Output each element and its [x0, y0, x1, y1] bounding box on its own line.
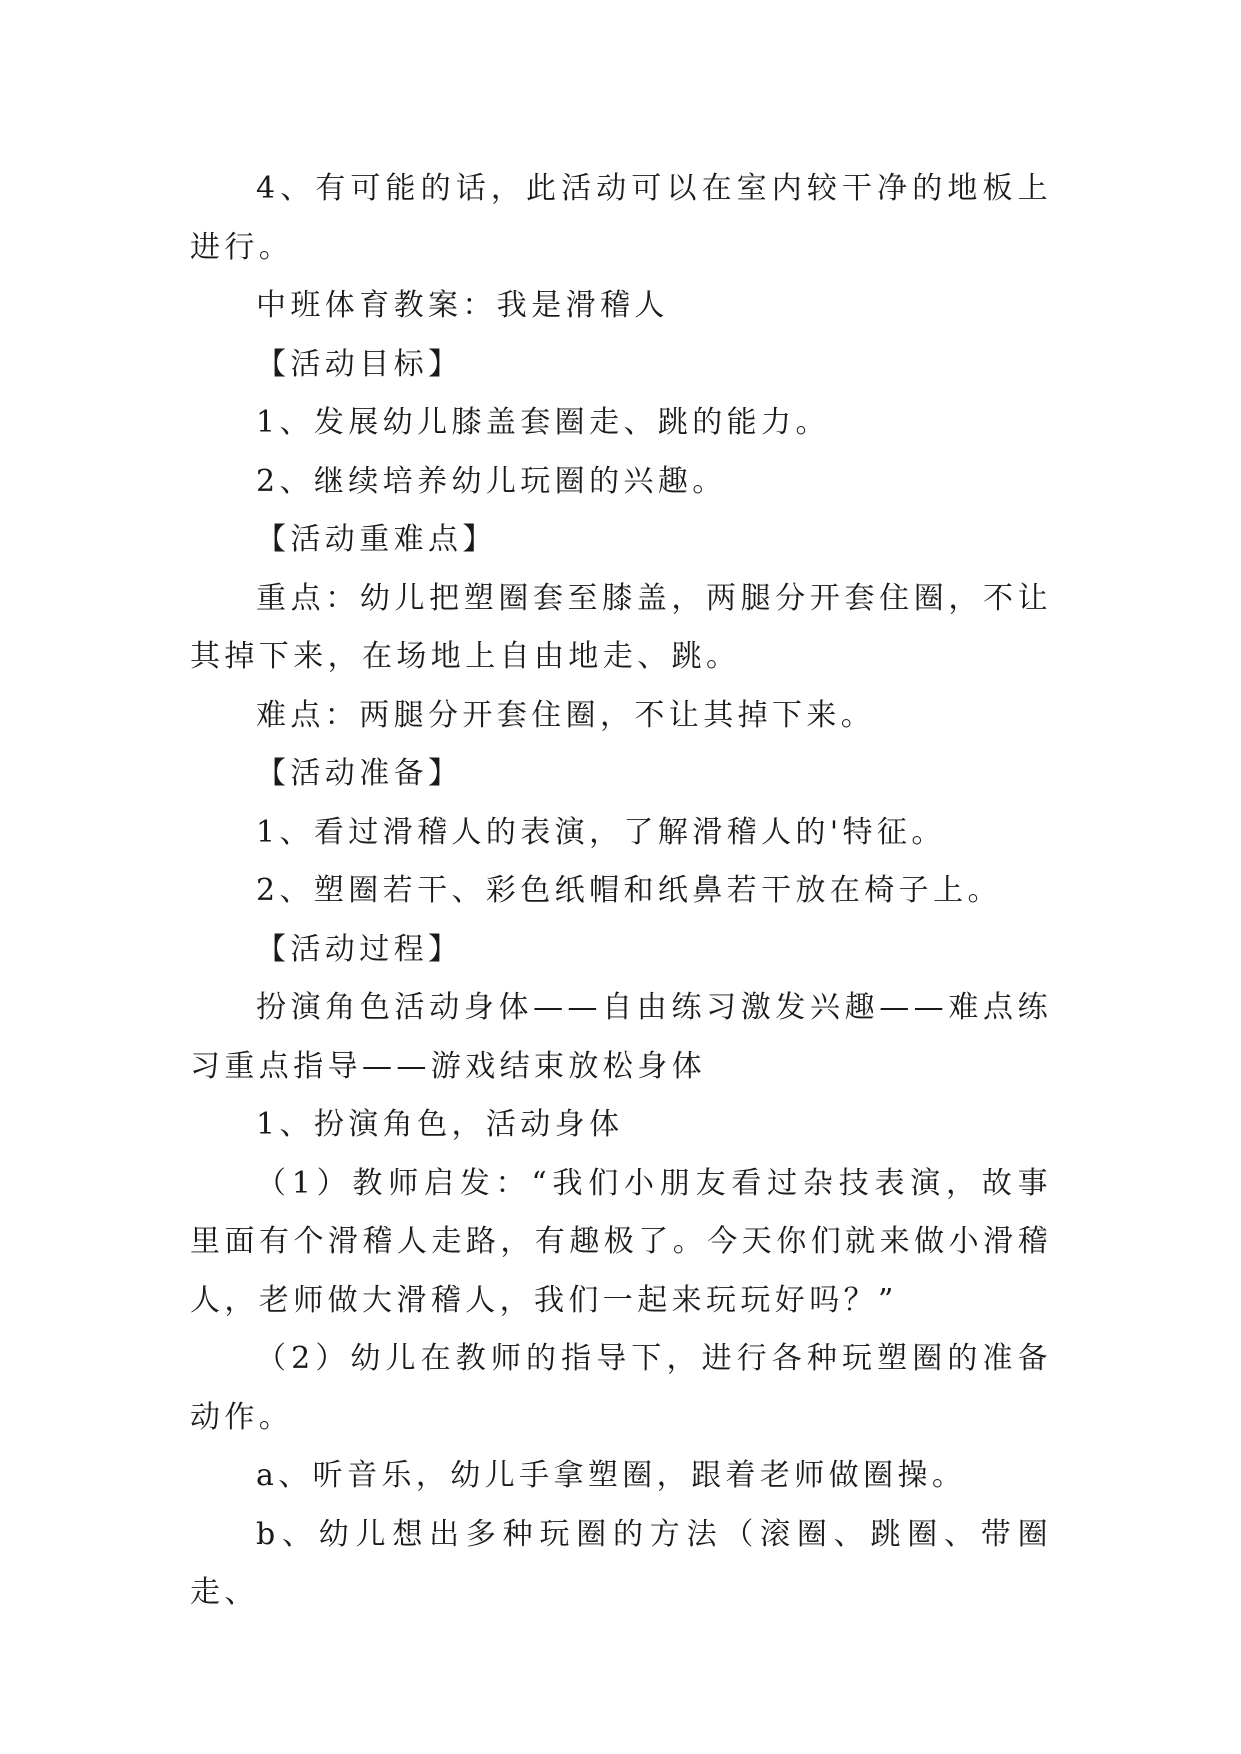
process-step-1: 1、扮演角色，活动身体	[256, 1107, 624, 1142]
section-heading-goals: 【活动目标】	[256, 346, 463, 382]
process-item-a: a、听音乐，幼儿手拿塑圈，跟着老师做圈操。	[256, 1458, 967, 1493]
goal-item-1: 1、发展幼儿膝盖套圈走、跳的能力。	[256, 405, 830, 440]
section-heading-process: 【活动过程】	[256, 931, 463, 967]
process-overview: 扮演角色活动身体——自由练习激发兴趣——难点练习重点指导——游戏结束放松身体	[190, 990, 1052, 1084]
paragraph-activity-note-4: 4、有可能的话，此活动可以在室内较干净的地板上进行。	[190, 171, 1052, 265]
document-body	[190, 160, 1052, 1623]
lesson-title: 中班体育教案：我是滑稽人	[256, 288, 669, 323]
key-point-paragraph: 重点：幼儿把塑圈套至膝盖，两腿分开套住圈，不让其掉下来，在场地上自由地走、跳。	[190, 580, 1052, 674]
process-substep-2: （2）幼儿在教师的指导下，进行各种玩塑圈的准备动作。	[190, 1341, 1052, 1435]
difficulty-paragraph: 难点：两腿分开套住圈，不让其掉下来。	[256, 697, 876, 733]
preparation-item-2: 2、塑圈若干、彩色纸帽和纸鼻若干放在椅子上。	[256, 873, 1002, 908]
section-heading-preparation: 【活动准备】	[256, 756, 463, 791]
process-substep-1: （1）教师启发：“我们小朋友看过杂技表演，故事里面有个滑稽人走路，有趣极了。今天你们就来做小滑稽人，老师做大滑稽人，我们一起来玩玩好吗？”	[190, 1165, 1052, 1318]
section-heading-key-points: 【活动重难点】	[256, 522, 497, 557]
goal-item-2: 2、继续培养幼儿玩圈的兴趣。	[256, 463, 727, 499]
process-item-b: b、幼儿想出多种玩圈的方法（滚圈、跳圈、带圈走、	[190, 1516, 1052, 1610]
preparation-item-1: 1、看过滑稽人的表演，了解滑稽人的'特征。	[256, 814, 946, 850]
